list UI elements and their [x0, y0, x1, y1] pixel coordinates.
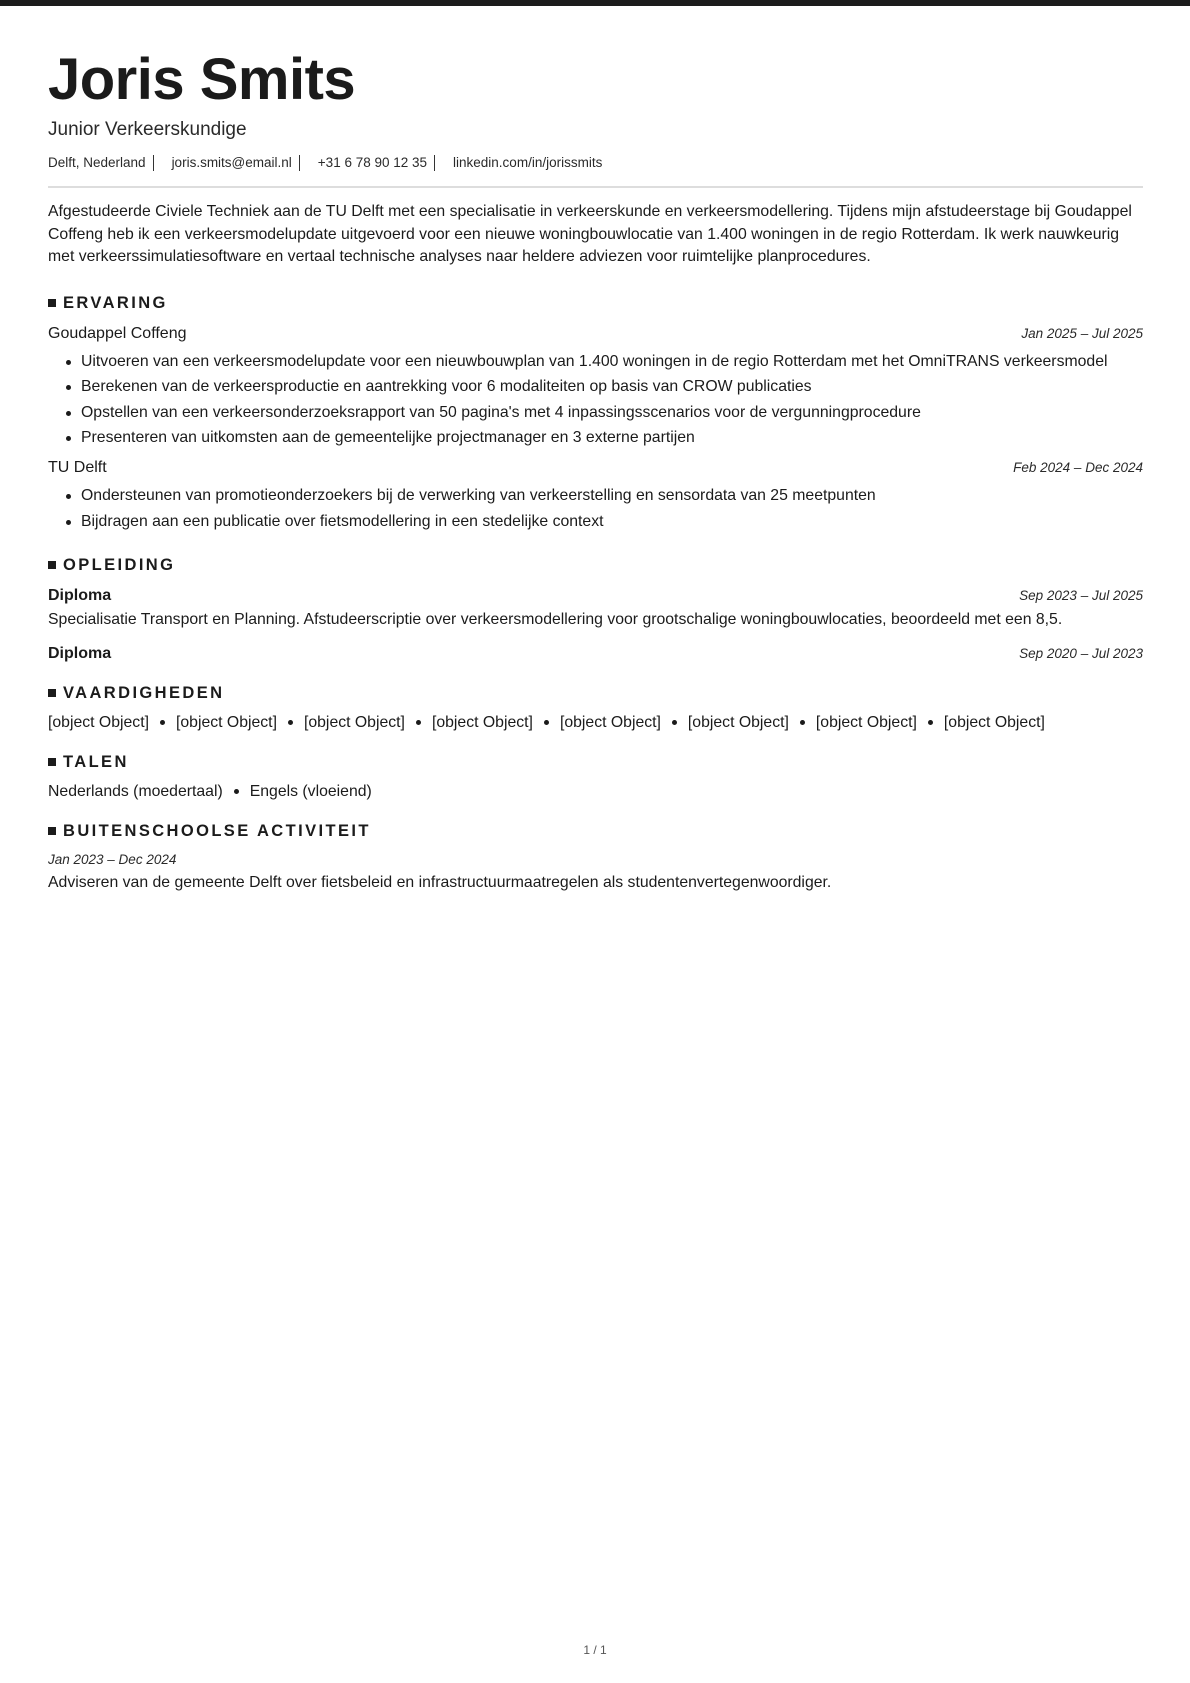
- language-item: Engels (vloeiend): [249, 782, 372, 800]
- languages-list: [48, 781, 1143, 803]
- experience-entry-header: [48, 323, 1143, 345]
- dot-separator-icon: [544, 720, 549, 725]
- dot-separator-icon: [288, 720, 293, 725]
- dot-separator-icon: [234, 789, 239, 794]
- candidate-name: Joris Smits: [48, 47, 356, 112]
- bullet-item: Berekenen van de verkeersproductie en aantrekking voor 6 modaliteiten op basis van CROW publicaties: [48, 375, 1143, 398]
- language-item: Nederlands (moedertaal): [48, 782, 223, 800]
- experience-bullets: [48, 484, 1143, 533]
- dot-separator-icon: [416, 720, 421, 725]
- contact-location: Delft, Nederland: [48, 155, 146, 170]
- contact-phone: +31 6 78 90 12 35: [317, 155, 428, 170]
- dot-separator-icon: [928, 720, 933, 725]
- activity-date-range: Jan 2023 – Dec 2024: [48, 851, 177, 867]
- page-indicator: 1 / 1: [583, 1643, 607, 1657]
- section-title: OPLEIDING: [63, 555, 176, 574]
- bullet-item: Opstellen van een verkeersonderzoeksrapport van 50 pagina's met 4 inpassingsscenarios voor de vergunningprocedure: [48, 401, 1143, 424]
- skill-item: [object Object]: [431, 713, 533, 731]
- header-divider: [48, 186, 1143, 188]
- education-description: Specialisatie Transport en Planning. Afstudeerscriptie over verkeersmodellering voor grootschalige woningbouwlocaties, beoordeeld met een 8,5.: [48, 610, 1063, 628]
- contact-divider: [153, 155, 154, 171]
- skill-item: [object Object]: [559, 713, 661, 731]
- dot-separator-icon: [160, 720, 165, 725]
- square-bullet-icon: [48, 758, 56, 766]
- skill-item: [object Object]: [48, 713, 149, 731]
- skill-item: [object Object]: [175, 713, 277, 731]
- top-accent-bar: [0, 0, 1190, 6]
- degree-name: Diploma: [48, 586, 112, 604]
- contact-divider: [299, 155, 300, 171]
- experience-bullets: [48, 350, 1143, 450]
- dot-separator-icon: [672, 720, 677, 725]
- date-range: Feb 2024 – Dec 2024: [1013, 460, 1143, 475]
- section-heading-education: [48, 555, 1143, 575]
- bullet-item: Uitvoeren van een verkeersmodelupdate voor een nieuwbouwplan van 1.400 woningen in de regio Rotterdam met het OmniTRANS verkeersmodel: [48, 350, 1143, 373]
- section-title: TALEN: [63, 752, 129, 771]
- resume-page: [48, 46, 1143, 894]
- job-title: Junior Verkeerskundige: [48, 119, 247, 140]
- organization-name: TU Delft: [48, 459, 107, 476]
- bullet-item: Ondersteunen van promotieonderzoekers bij de verwerking van verkeerstelling en sensordata van 25 meetpunten: [48, 484, 1143, 507]
- education-entry-header: [48, 585, 1143, 607]
- education-entry-header: [48, 643, 1143, 665]
- profile-summary: Afgestudeerde Civiele Techniek aan de TU Delft met een specialisatie in verkeerskunde en verkeersmodellering. Tijdens mijn afstudeerstage bij Goudappel Coffeng heb ik een verkeersmodelupdate uitgevoerd voor een nieuwe woningbouwlocatie van 1.400 woningen in de regio Rotterdam. Ik werk nauwkeurig met verkeerssimulatiesoftware en vertaal technische analyses naar heldere adviezen voor ruimtelijke planprocedures.: [48, 203, 1132, 265]
- skill-item: [object Object]: [687, 713, 789, 731]
- square-bullet-icon: [48, 827, 56, 835]
- section-title: VAARDIGHEDEN: [63, 683, 225, 702]
- degree-name: Diploma: [48, 644, 112, 662]
- skill-item: [object Object]: [815, 713, 917, 731]
- section-heading-experience: [48, 293, 1143, 313]
- bullet-item: Presenteren van uitkomsten aan de gemeentelijke projectmanager en 3 externe partijen: [48, 426, 1143, 449]
- square-bullet-icon: [48, 561, 56, 569]
- skill-item: [object Object]: [943, 713, 1045, 731]
- organization-name: Goudappel Coffeng: [48, 324, 187, 342]
- skills-list: [48, 712, 1143, 734]
- bullet-item: Bijdragen aan een publicatie over fietsmodellering in een stedelijke context: [48, 510, 1143, 533]
- contact-divider: [434, 155, 435, 171]
- skill-item: [object Object]: [303, 713, 405, 731]
- contact-email[interactable]: joris.smits@email.nl: [171, 155, 292, 170]
- experience-entry-header: [48, 457, 1143, 479]
- section-title: BUITENSCHOOLSE ACTIVITEIT: [63, 821, 371, 840]
- contact-linkedin[interactable]: linkedin.com/in/jorissmits: [453, 155, 603, 170]
- contact-line: [48, 154, 1143, 172]
- square-bullet-icon: [48, 299, 56, 307]
- dot-separator-icon: [800, 720, 805, 725]
- date-range: Sep 2023 – Jul 2025: [1019, 587, 1143, 603]
- square-bullet-icon: [48, 689, 56, 697]
- section-heading-activities: [48, 821, 1143, 841]
- section-heading-languages: [48, 752, 1143, 772]
- date-range: Sep 2020 – Jul 2023: [1019, 645, 1143, 661]
- section-title: ERVARING: [63, 293, 168, 312]
- section-heading-skills: [48, 683, 1143, 703]
- date-range: Jan 2025 – Jul 2025: [1021, 325, 1143, 341]
- activity-description: Adviseren van de gemeente Delft over fietsbeleid en infrastructuurmaatregelen als studentenvertegenwoordiger.: [48, 873, 832, 891]
